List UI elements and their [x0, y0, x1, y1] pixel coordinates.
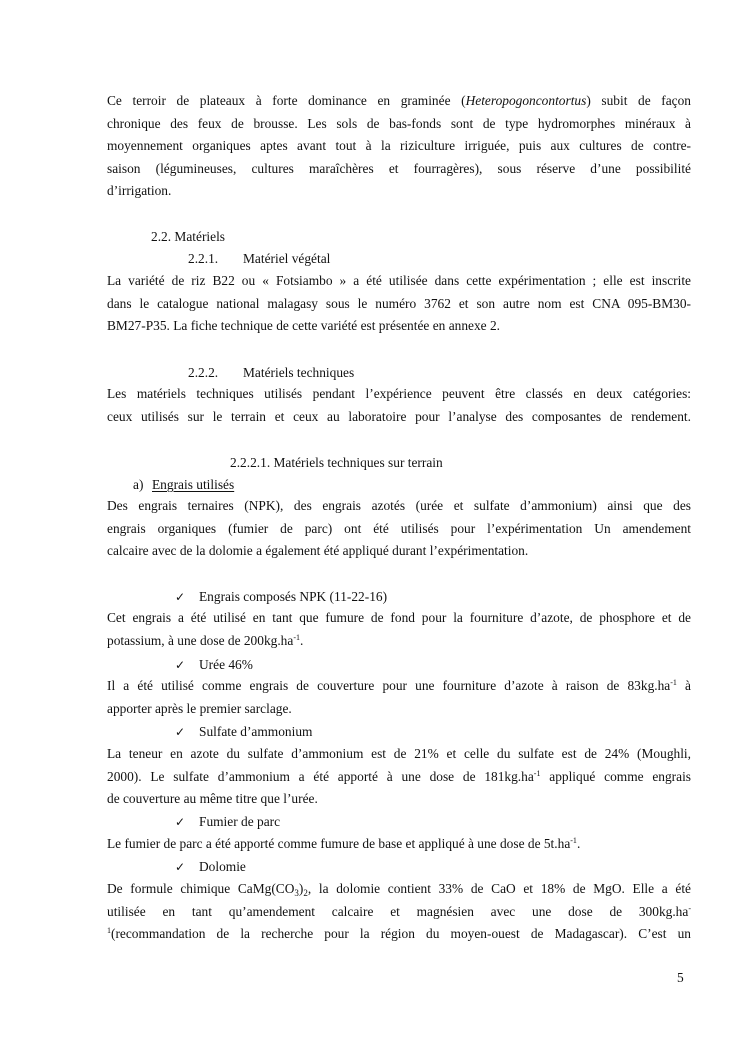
section-heading-2-2-2: 2.2.2. Matériels techniques — [188, 365, 355, 380]
section-heading-2-2: 2.2. Matériels — [151, 229, 226, 244]
species-name: Heteropogoncontortus — [465, 93, 587, 108]
paragraph-uree: Il a été utilisé comme engrais de couverture pour une fourniture d’azote à raison de $83kg.ha^{-1}$ à apporter après le premier sarclage. — [107, 678, 691, 716]
checkmark-icon: ✓ — [175, 590, 186, 604]
paragraph-materiel-vegetal: La variété de riz B22 ou « Fotsiambo » a été utilisée dans cette expérimentation ; elle est inscrite dans le catalogue national malagasy sous le numéro 3762 et son autre nom est CNA 095-BM30- BM27-P35. La fiche technique de cette variété est présentée en annexe 2. — [107, 273, 691, 334]
section-heading-2-2-1: 2.2.1. Matériel végétal — [188, 251, 331, 266]
checkmark-icon: ✓ — [175, 860, 186, 874]
checkmark-icon: ✓ — [175, 658, 186, 672]
subsection-a-engrais: a) Engrais utilisés — [133, 477, 235, 492]
section-heading-2-2-2-1: 2.2.2.1. Matériels techniques sur terrain — [230, 455, 443, 470]
paragraph-materiels-techniques: Les matériels techniques utilisés pendant l’expérience peuvent être classés en deux catégories: ceux utilisés sur le terrain et ceux au laboratoire pour l’analyse des composantes de rendement. — [107, 386, 691, 424]
paragraph-dolomie: De formule chimique $CaMg(CO_3)_2$, la dolomie contient 33% de CaO et 18% de MgO. Elle a été utilisée en tant qu’amendement calcaire et magnésien avec une dose de 300kg.ha- $^1$(recommandation de la recherche pour la région du moyen-ouest de Madagascar). C’est un — [107, 881, 691, 942]
page-number: 5 — [677, 970, 684, 985]
paragraph-npk: Cet engrais a été utilisé en tant que fumure de fond pour la fourniture d’azote, de phosphore et de potassium, à une dose de $200kg.ha^{-1}$. — [107, 610, 691, 648]
list-item-sulfate: ✓ Sulfate d’ammonium — [175, 724, 313, 739]
list-item-uree: ✓ Urée 46% — [175, 657, 253, 672]
paragraph-terroir: Ce terroir de plateaux à forte dominance en graminée (Heteropogoncontortus) subit de façon chronique des feux de brousse. Les sols de bas-fonds sont de type hydromorphes minéraux à moyennement organiques aptes avant tout à la riziculture irriguée, puis aux cultures de contre- saison (légumineuses, cultures maraîchères et fourragères), sous réserve d’une possibilité d’irrigation. — [107, 93, 692, 199]
checkmark-icon: ✓ — [175, 815, 186, 829]
paragraph-engrais: Des engrais ternaires (NPK), des engrais azotés (urée et sulfate d’ammonium) ainsi que des engrais organiques (fumier de parc) ont été utilisés pour l’expérimentation Un amendement calcaire avec de la dolomie a également été appliqué durant l’expérimentation. — [107, 498, 691, 559]
list-item-npk: ✓ Engrais composés NPK (11-22-16) — [175, 589, 388, 604]
list-item-dolomie: ✓ Dolomie — [175, 859, 246, 874]
paragraph-fumier: Le fumier de parc a été apporté comme fumure de base et appliqué à une dose de $5t.ha^{-1}$. — [107, 836, 581, 851]
checkmark-icon: ✓ — [175, 725, 186, 739]
paragraph-sulfate: La teneur en azote du sulfate d’ammonium est de 21% et celle du sulfate est de 24% (Moughli, 2000). Le sulfate d’ammonium a été apporté à une dose de $181kg.ha^{-1}$ appliqué comme engrais de couverture au même titre que l’urée. — [107, 746, 692, 807]
list-item-fumier: ✓ Fumier de parc — [175, 814, 281, 829]
